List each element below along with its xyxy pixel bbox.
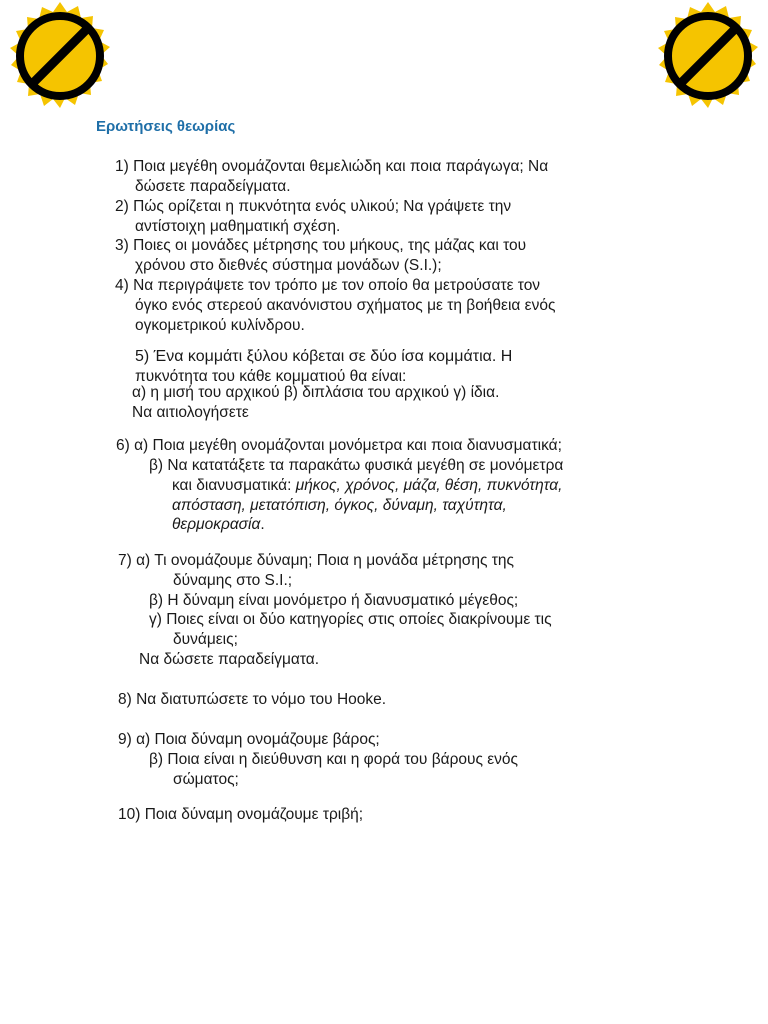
question-1-line-1: 1) Ποια μεγέθη ονομάζονται θεμελιώδη και ποια παράγωγα; Να — [115, 158, 549, 175]
question-6-line-5-end: . — [260, 516, 265, 533]
question-4-line-1: 4) Να περιγράψετε τον τρόπο με τον οποίο θα μετρούσατε τον — [115, 277, 541, 294]
no-entry-sign-icon — [0, 0, 120, 120]
question-5-line-1: 5) Ένα κομμάτι ξύλου κόβεται σε δύο ίσα κομμάτια. Η — [135, 348, 513, 365]
question-6-line-1: 6) α) Ποια μεγέθη ονομάζονται μονόμετρα και ποια διανυσματικά; — [116, 437, 562, 454]
question-3-line-1: 3) Ποιες οι μονάδες μέτρησης του μήκους, της μάζας και του — [115, 237, 527, 254]
page-title: Ερωτήσεις θεωρίας — [96, 118, 236, 135]
question-4-line-2: όγκο ενός στερεού ακανόνιστου σχήματος με τη βοήθεια ενός — [135, 297, 556, 314]
question-6-line-5-wrap — [172, 515, 265, 535]
question-4-line-3: ογκομετρικού κυλίνδρου. — [135, 317, 305, 334]
question-7-line-1: 7) α) Τι ονομάζουμε δύναμη; Ποια η μονάδα μέτρησης της — [118, 552, 514, 569]
question-6-line-3 — [172, 476, 562, 496]
question-6-line-4: απόσταση, μετατόπιση, όγκος, δύναμη, ταχύτητα, — [172, 497, 507, 514]
question-9-line-2: β) Ποια είναι η διεύθυνση και η φορά του βάρους ενός — [149, 751, 519, 768]
question-7-line-3: β) Η δύναμη είναι μονόμετρο ή διανυσματικό μέγεθος; — [149, 592, 519, 609]
question-5-line-2: πυκνότητα του κάθε κομματιού θα είναι: — [135, 368, 407, 385]
question-3-line-2: χρόνου στο διεθνές σύστημα μονάδων (S.I.); — [135, 257, 442, 274]
question-7-line-6: Να δώσετε παραδείγματα. — [139, 651, 320, 668]
question-6-line-4-wrap — [172, 496, 507, 516]
question-6-line-3-italic: μήκος, χρόνος, μάζα, θέση, πυκνότητα, — [295, 477, 563, 494]
no-entry-sign-icon — [648, 0, 768, 120]
question-7-line-5: δυνάμεις; — [173, 631, 238, 648]
question-5-line-4: Να αιτιολογήσετε — [132, 404, 249, 421]
question-5-line-3: α) η μισή του αρχικού β) διπλάσια του αρχικού γ) ίδια. — [132, 384, 500, 401]
question-10-line-1: 10) Ποια δύναμη ονομάζουμε τριβή; — [118, 806, 364, 823]
question-6-line-3-plain: και διανυσματικά: — [172, 477, 296, 494]
question-7-line-2: δύναμης στο S.I.; — [173, 572, 293, 589]
question-6-line-2: β) Να κατατάξετε τα παρακάτω φυσικά μεγέθη σε μονόμετρα — [149, 457, 564, 474]
question-9-line-1: 9) α) Ποια δύναμη ονομάζουμε βάρος; — [118, 731, 380, 748]
question-2-line-1: 2) Πώς ορίζεται η πυκνότητα ενός υλικού; Να γράψετε την — [115, 198, 512, 215]
question-7-line-4: γ) Ποιες είναι οι δύο κατηγορίες στις οποίες διακρίνουμε τις — [149, 611, 552, 628]
question-2-line-2: αντίστοιχη μαθηματική σχέση. — [135, 218, 341, 235]
question-8-line-1: 8) Να διατυπώσετε το νόμο του Hooke. — [118, 691, 387, 708]
question-1-line-2: δώσετε παραδείγματα. — [135, 178, 291, 195]
question-9-line-3: σώματος; — [173, 771, 239, 788]
question-6-line-5: θερμοκρασία — [172, 516, 261, 533]
